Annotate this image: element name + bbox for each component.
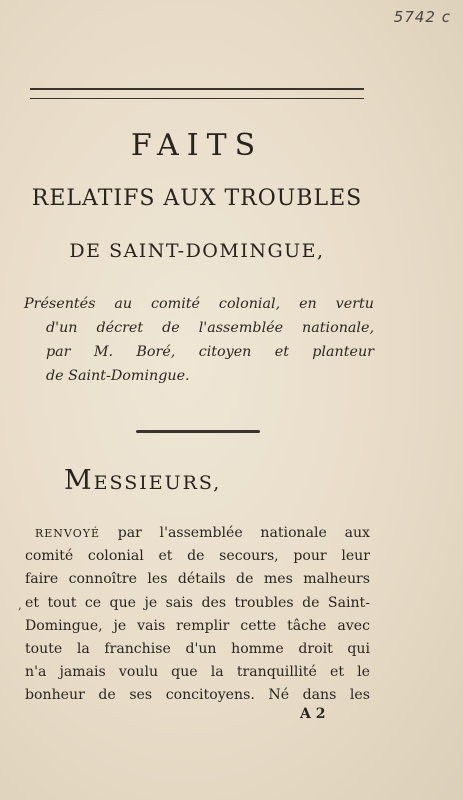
body-line: faire connoître les détails de mes malheurs [25,571,370,588]
body-line [25,522,370,545]
body-line-text: par l'assemblée nationale aux [117,525,370,541]
body-line: toute la franchise d'un homme droit qui [25,641,370,658]
title-line-saint-domingue: DE SAINT-DOMINGUE, [69,240,325,262]
salutation [64,465,221,496]
section-divider-rule [136,430,260,433]
body-line: comité colonial et de secours, pour leur [25,548,370,565]
handwritten-catalog-number: 5742 c [393,8,451,26]
presentation-line: par M. Boré, citoyen et planteur [46,344,374,360]
salutation-rest: ESSIEURS, [93,472,222,494]
title-line-faits: FAITS [130,128,264,163]
presentation-line: d'un décret de l'assemblée nationale, [46,320,374,336]
body-line: et tout ce que je sais des troubles de Saint- [25,594,370,611]
header-double-rule [30,88,364,99]
salutation-initial: M [64,465,94,496]
body-line: Domingue, je vais remplir cette tâche avec [25,617,370,634]
body-line: n'a jamais voulu que la tranquillité et le [25,664,370,681]
body-paragraph [25,522,370,708]
title-line-relatifs: RELATIFS AUX TROUBLES [31,186,363,211]
body-first-word: RENVOYÉ [35,527,100,540]
margin-mark: , [18,598,22,612]
presentation-statement [24,292,374,388]
presentation-line: Présentés au comité colonial, en vertu [24,296,374,312]
presentation-line: de Saint-Domingue. [46,368,190,384]
body-line: bonheur de ses concitoyens. Né dans les [25,687,370,704]
signature-mark: A 2 [300,706,326,722]
